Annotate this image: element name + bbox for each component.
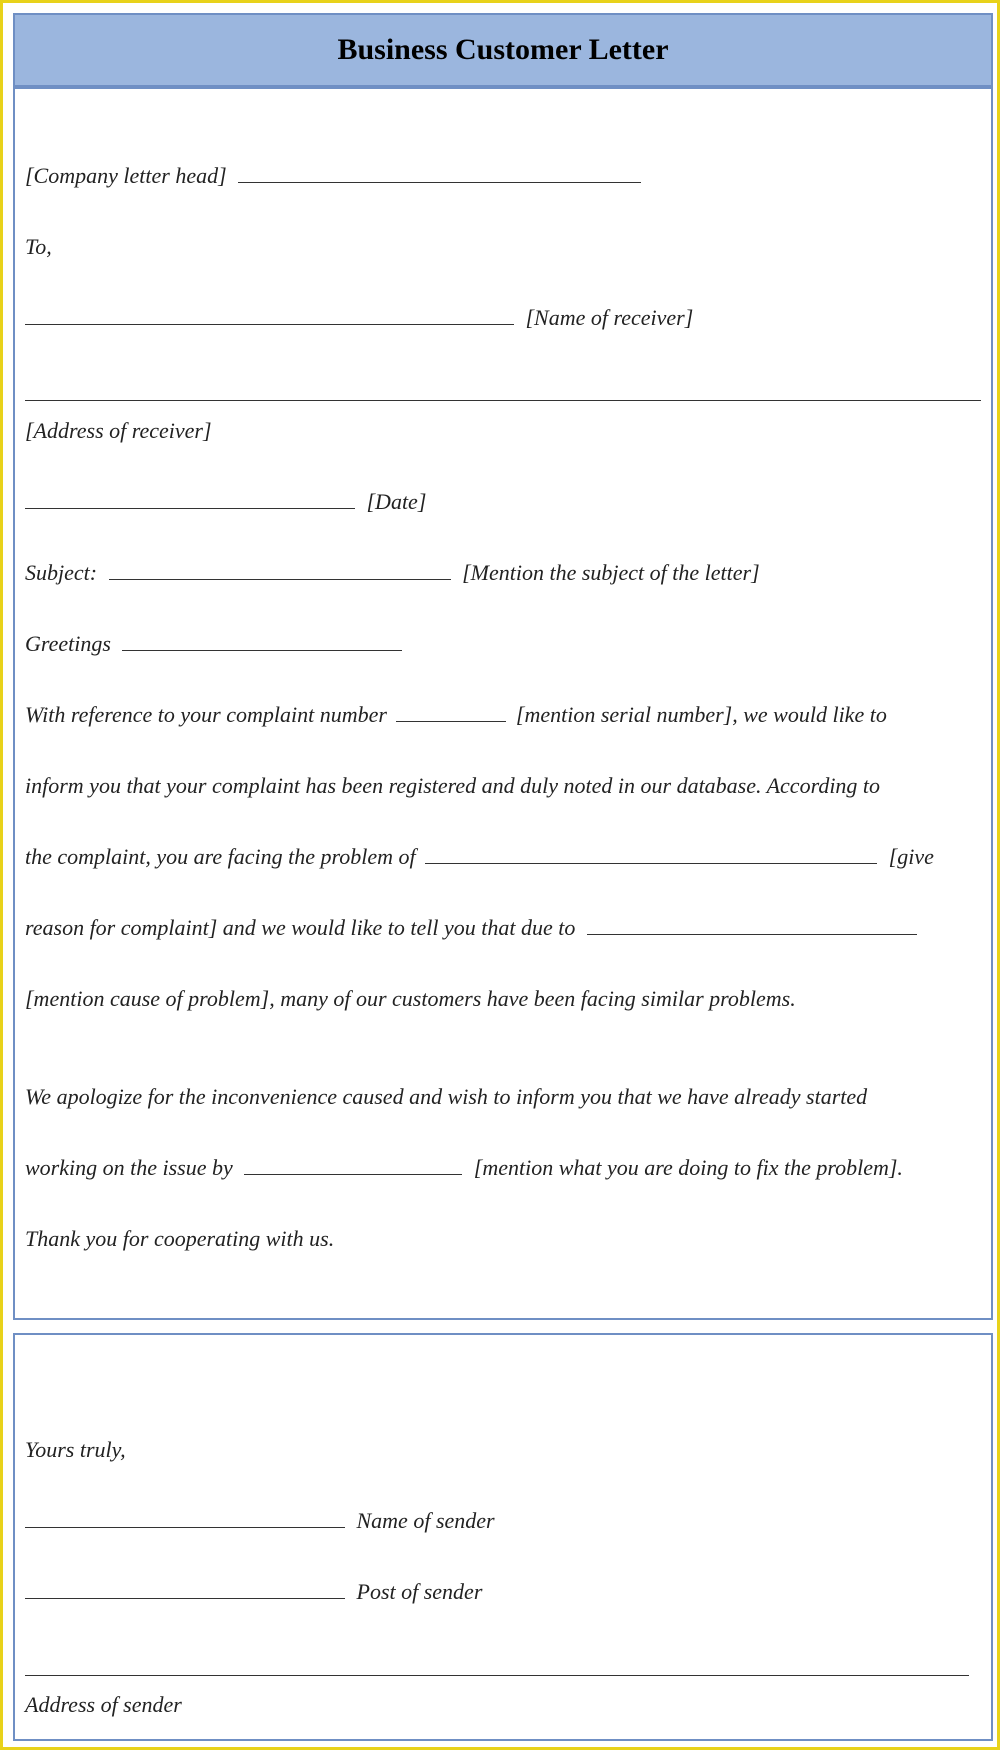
sender-name-label: Name of sender [356,1508,495,1533]
company-head-line [25,162,641,190]
date-label: [Date] [366,489,427,514]
receiver-address-label: [Address of receiver] [25,418,212,443]
problem-blank[interactable] [425,844,877,864]
company-head-label: [Company letter head] [25,163,227,188]
date-line [25,488,426,516]
sender-name-line [25,1507,495,1535]
closing-text: Yours truly, [25,1437,126,1462]
thanks-text: Thank you for cooperating with us. [25,1226,335,1251]
sender-post-label: Post of sender [356,1579,483,1604]
sender-name-blank[interactable] [25,1508,345,1528]
sender-address-label: Address of sender [25,1692,182,1717]
sender-address-line [25,1691,182,1719]
receiver-name-blank[interactable] [25,305,514,325]
receiver-name-label: [Name of receiver] [525,305,694,330]
page-title: Business Customer Letter [337,33,669,66]
greetings-line [25,630,402,658]
subject-hint: [Mention the subject of the letter] [462,560,760,585]
complaint-number-blank[interactable] [396,702,506,722]
p1-line3-text-b: [give [888,844,934,869]
p1-line4-text-a: reason for complaint] and we would like to tell you that due to [25,915,576,940]
to-label: To, [25,234,52,259]
receiver-name-line [25,304,693,332]
date-blank[interactable] [25,489,355,509]
sender-post-line [25,1578,482,1606]
greetings-label: Greetings [25,631,111,656]
paragraph-1-line-1 [25,701,887,729]
sender-post-blank[interactable] [25,1579,345,1599]
company-head-blank[interactable] [238,163,641,183]
letter-body-panel [13,13,993,1320]
subject-line [25,559,760,587]
paragraph-1-line-5 [25,985,796,1013]
p2-line2-text-a: working on the issue by [25,1155,233,1180]
paragraph-1-line-4 [25,914,917,942]
p2-line2-text-b: [mention what you are doing to fix the problem]. [473,1155,903,1180]
thanks-line [25,1225,334,1253]
subject-label: Subject: [25,560,98,585]
paragraph-2-line-1 [25,1083,867,1111]
paragraph-1-line-2 [25,772,880,800]
paragraph-1-line-3 [25,843,934,871]
closing-line [25,1436,126,1464]
p1-line5-text: [mention cause of problem], many of our customers have been facing similar problems. [25,986,796,1011]
title-bar [15,15,991,89]
to-line [25,233,52,261]
paragraph-2-line-2 [25,1154,903,1182]
subject-blank[interactable] [109,560,451,580]
p1-line1-text-b: [mention serial number], we would like to [515,702,887,727]
greetings-blank[interactable] [122,631,402,651]
p1-line2-text: inform you that your complaint has been registered and duly noted in our database. According to [25,773,881,798]
address-blank-rule[interactable] [25,400,981,401]
receiver-address-line [25,417,212,445]
cause-blank[interactable] [587,915,917,935]
sender-address-rule[interactable] [25,1675,969,1676]
p2-line1-text: We apologize for the inconvenience caused and wish to inform you that we have already started [25,1084,868,1109]
fix-action-blank[interactable] [244,1155,462,1175]
p1-line1-text-a: With reference to your complaint number [25,702,387,727]
p1-line3-text-a: the complaint, you are facing the problem of [25,844,416,869]
signature-panel [13,1333,993,1741]
